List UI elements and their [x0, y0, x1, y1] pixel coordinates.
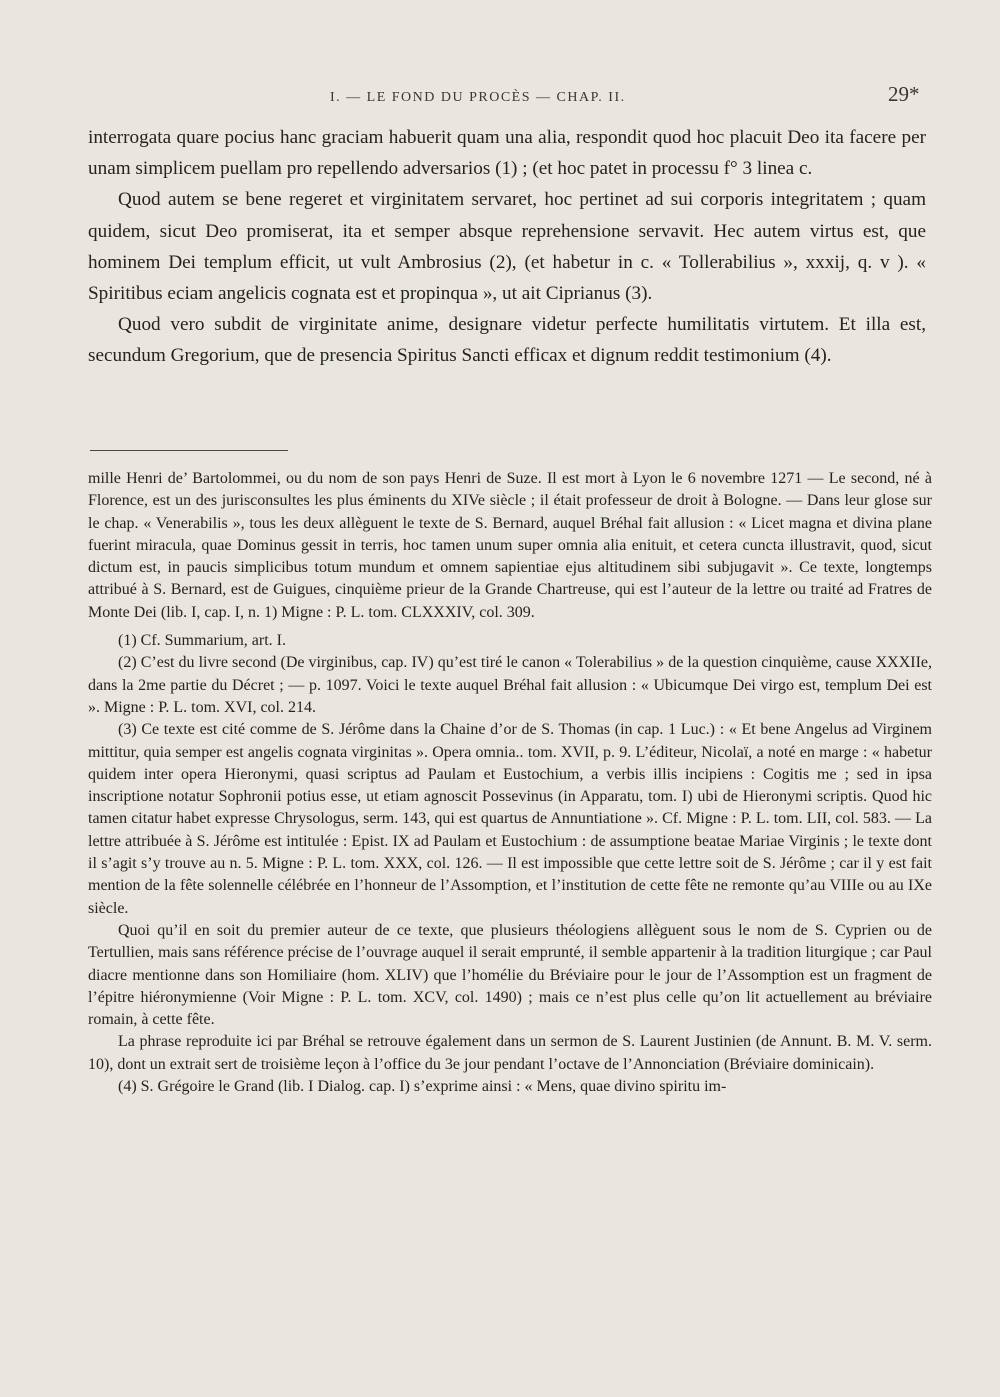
main-text: [88, 122, 926, 372]
footnote-1: (1) Cf. Summarium, art. I.: [118, 632, 286, 650]
footnote-3-continued: Quoi qu’il en soit du premier auteur de ce texte, que plusieurs théologiens allèguent sous le nom de S. Cyprien ou de Tertullien, mais sans référence précise de l’ouvrage auquel il serait emprunté, il semble appartenir à la tradition liturgique ; car Paul diacre mentionne dans son Homiliaire (hom. XLIV) que l’homélie du Bréviaire pour le jour de l’Assomption est un fragment de l’épitre hiéronymienne (Voir Migne : P. L. tom. XCV, col. 1490) ; mais ce n’est plus celle qu’on lit actuellement au bréviaire romain, à cette fête.: [88, 921, 932, 1029]
main-paragraph-2: Quod autem se bene regeret et virginitatem servaret, hoc pertinet ad sui corporis integritatem ; quam quidem, sicut Deo promiserat, ita et semper absque reprehensione servavit. Hec autem virtus est, que hominem Dei templum efficit, ut vult Ambrosius (2), (et habetur in c. « Tollerabilius », xxxij, q. v ). « Spiritibus eciam angelicis cognata est et propinqua », ut ait Ciprianus (3).: [88, 189, 926, 305]
main-paragraph-3: Quod vero subdit de virginitate anime, designare videtur perfecte humilitatis virtutem. Et illa est, secundum Gregorium, que de presencia Spiritus Sancti efficax et dignum reddit testimonium (4).: [88, 314, 926, 367]
footnote-continuation: mille Henri de’ Bartolommei, ou du nom de son pays Henri de Suze. Il est mort à Lyon le 6 novembre 1271 — Le second, né à Florence, est un des jurisconsultes les plus éminents du XIVe siècle ; il était professeur de droit à Bologne. — Dans leur glose sur le chap. « Venerabilis », tous les deux allèguent le texte de S. Bernard, auquel Bréhal fait allusion : « Licet magna et divina plane fuerint miracula, quae Dominus gessit in terris, hoc tamen unum super omnia alia enituit, et cetera cuncta illustravit, quod, sicut dictum est, in paucis simplicibus totum mundum et omnem sapientiae ejus altitudinem sibi subjugavit ». Ce texte, longtemps attribué à S. Bernard, est de Guigues, cinquième prieur de la Grande Chartreuse, qui est l’auteur de la lettre ou traité ad Fratres de Monte Dei (lib. I, cap. I, n. 1) Migne : P. L. tom. CLXXXIV, col. 309.: [88, 470, 932, 621]
footnote-2: (2) C’est du livre second (De virginibus, cap. IV) qu’est tiré le canon « Tolerabilius » de la question cinquième, cause XXXIIe, dans la 2me partie du Décret ; — p. 1097. Voici le texte auquel Bréhal fait allusion : « Ubicumque Dei virgo est, templum Dei est ». Migne : P. L. tom. XVI, col. 214.: [88, 654, 932, 716]
page-header: [0, 82, 1000, 114]
footnotes: [88, 468, 932, 1098]
running-head: I. — LE FOND DU PROCÈS — CHAP. II.: [330, 90, 626, 105]
main-paragraph-1: interrogata quare pocius hanc graciam habuerit quam una alia, respondit quod hoc placuit Deo ita facere per unam simplicem puellam pro repellendo adversarios (1) ; (et hoc patet in processu f° 3 linea c.: [88, 127, 926, 180]
footnote-4: (4) S. Grégoire le Grand (lib. I Dialog. cap. I) s’exprime ainsi : « Mens, quae divino spiritu im-: [118, 1078, 727, 1096]
footnote-3: (3) Ce texte est cité comme de S. Jérôme dans la Chaine d’or de S. Thomas (in cap. 1 Luc.) : « Et bene Angelus ad Virginem mittitur, quia semper est angelis cognata virginitas ». Opera omnia.. tom. XVII, p. 9. L’éditeur, Nicolaï, a noté en marge : « habetur quidem inter opera Hieronymi, quasi scriptus ad Paulam et Eustochium, a verbis illis incipiens : Cogitis me ; sed in ipsa inscriptione notatur Sophronii potius esse, ut etiam agnoscit Possevinus (in Apparatu, tom. I) ubi de Hieronymi scriptis. Quod hic tamen citatur habet expresse Chrysologus, serm. 143, qui est quartus de Annuntiatione ». Cf. Migne : P. L. tom. LII, col. 583. — La lettre attribuée à S. Jérôme est intitulée : Epist. IX ad Paulam et Eustochium : de assumptione beatae Mariae Virginis ; le texte dont il s’agit s’y trouve au n. 5. Migne : P. L. tom. XXX, col. 126. — Il est impossible que cette lettre soit de S. Jérôme ; car il y est fait mention de la fête solennelle célébrée en l’honneur de l’Assomption, et l’institution de cette fête ne remonte qu’au VIIIe ou au IXe siècle.: [88, 721, 932, 917]
footnote-3-final: La phrase reproduite ici par Bréhal se retrouve également dans un sermon de S. Laurent Justinien (de Annunt. B. M. V. serm. 10), dont un extrait sert de troisième leçon à l’office du 3e jour pendant l’octave de l’Annonciation (Bréviaire dominicain).: [88, 1033, 932, 1073]
page-number: 29*: [888, 82, 920, 106]
footnote-separator: [90, 450, 288, 451]
